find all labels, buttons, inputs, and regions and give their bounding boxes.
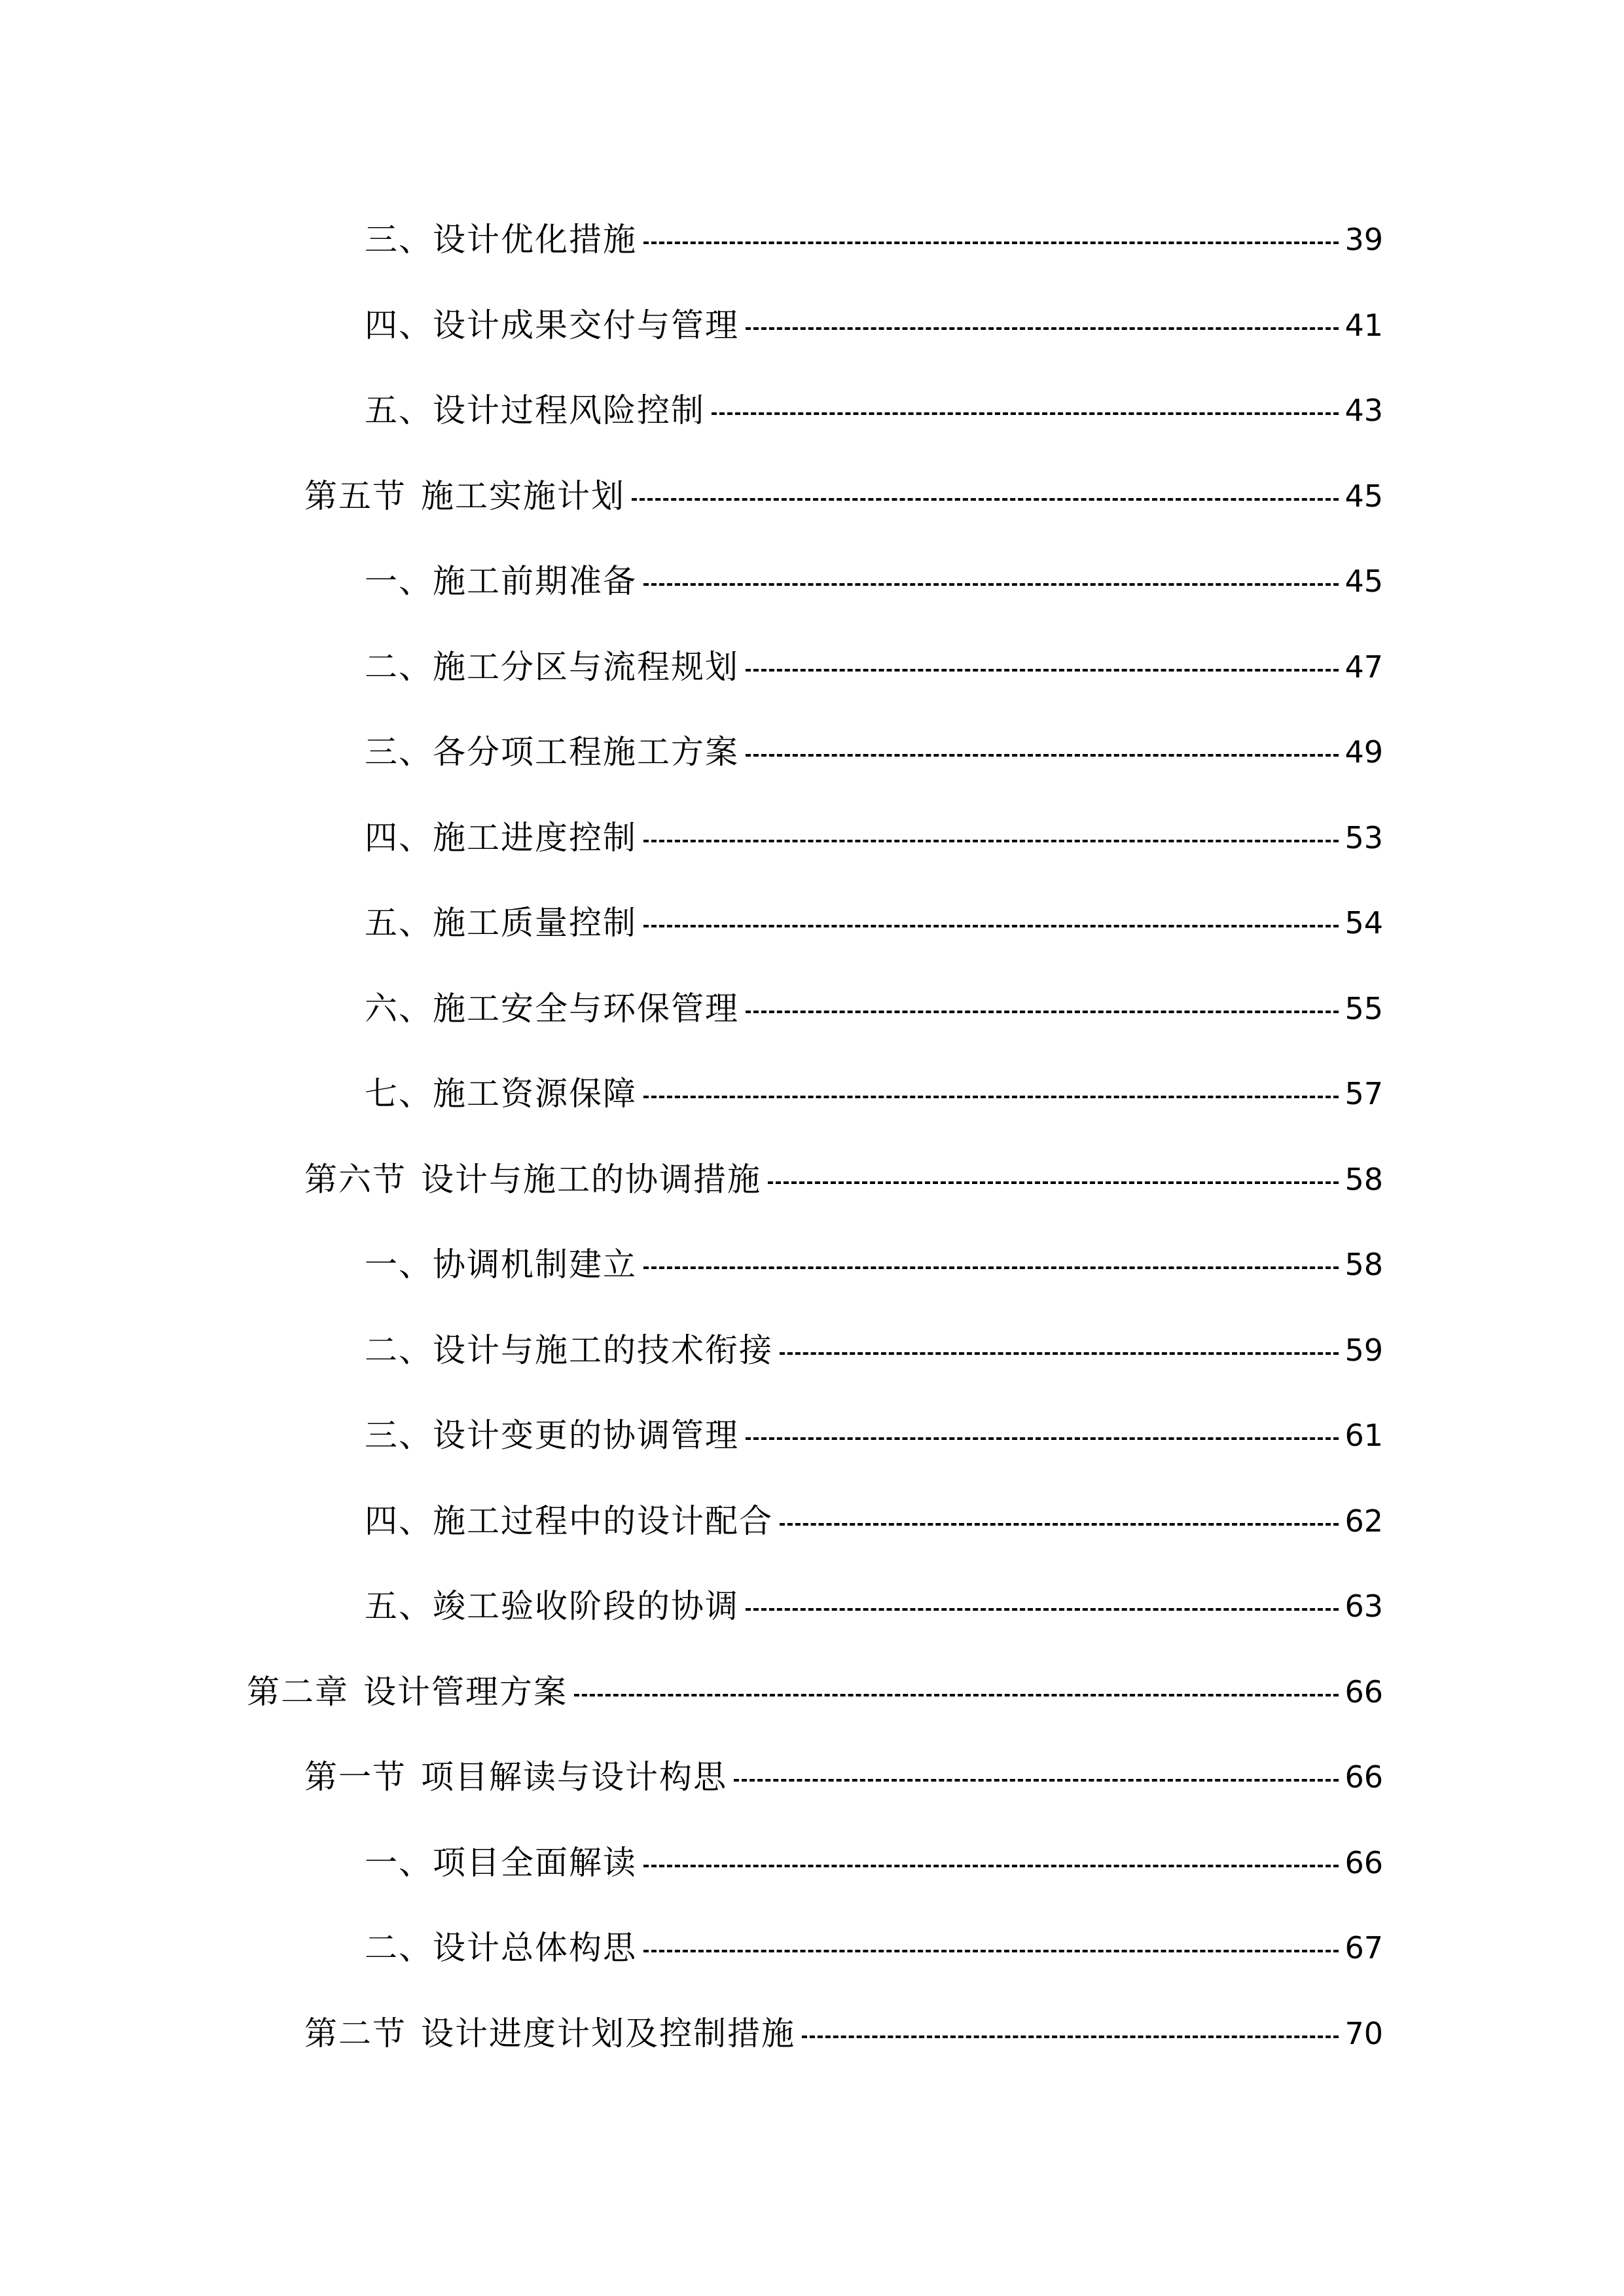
- toc-entry-text: 项目解读与设计构思: [421, 1758, 727, 1796]
- dot-leader: [768, 1153, 1339, 1206]
- dot-leader: [632, 470, 1339, 522]
- toc-entry[interactable]: [365, 1324, 1383, 1376]
- toc-page-number: 47: [1344, 649, 1383, 685]
- toc-page-number: 41: [1344, 308, 1383, 343]
- toc-entry[interactable]: [304, 1153, 1383, 1206]
- toc-entry-title: [365, 897, 637, 949]
- toc-entry-title: [365, 1922, 637, 1974]
- toc-entry-title: [365, 641, 739, 693]
- toc-entry-text: 设计成果交付与管理: [433, 306, 739, 344]
- toc-entry[interactable]: [365, 812, 1383, 864]
- toc-entry-title: [304, 1153, 761, 1206]
- toc-page-number: 53: [1344, 820, 1383, 855]
- toc-entry-title: [304, 1751, 727, 1803]
- toc-entry[interactable]: [365, 641, 1383, 693]
- toc-entry-number: 四、: [365, 306, 433, 344]
- toc-page-number: 70: [1344, 2016, 1383, 2051]
- toc-entry-title: [365, 726, 739, 778]
- toc-entry-title: [365, 1324, 773, 1376]
- toc-entry[interactable]: [365, 299, 1383, 351]
- toc-page-number: 66: [1344, 1845, 1383, 1880]
- toc-entry-text: 施工实施计划: [421, 477, 625, 515]
- toc-entry-number: 五、: [365, 391, 433, 429]
- toc-page-number: 57: [1344, 1076, 1383, 1111]
- dot-leader: [574, 1666, 1339, 1718]
- toc-entry[interactable]: [365, 1067, 1383, 1120]
- toc-entry[interactable]: [365, 1495, 1383, 1547]
- dot-leader: [746, 1580, 1339, 1632]
- toc-entry-text: 施工分区与流程规划: [433, 648, 739, 686]
- toc-page-number: 62: [1344, 1503, 1383, 1539]
- toc-entry-text: 设计与施工的技术衔接: [433, 1331, 773, 1369]
- toc-page-number: 59: [1344, 1333, 1383, 1368]
- toc-entry-text: 施工过程中的设计配合: [433, 1502, 773, 1540]
- toc-entry-text: 设计总体构思: [433, 1929, 637, 1967]
- toc-page-number: 43: [1344, 393, 1383, 428]
- toc-entry-number: 三、: [365, 1416, 433, 1454]
- toc-entry-text: 施工质量控制: [433, 904, 637, 942]
- toc-entry-number: 第二章: [247, 1673, 349, 1711]
- toc-entry-title: [365, 384, 705, 437]
- dot-leader: [746, 299, 1339, 351]
- dot-leader: [746, 641, 1339, 693]
- dot-leader: [712, 384, 1339, 437]
- toc-page-number: 55: [1344, 991, 1383, 1026]
- toc-entry[interactable]: [365, 555, 1383, 607]
- toc-entry-title: [365, 1409, 739, 1462]
- toc-entry[interactable]: [304, 1751, 1383, 1803]
- dot-leader: [643, 555, 1339, 607]
- toc-page-number: 58: [1344, 1247, 1383, 1282]
- toc-entry-text: 设计优化措施: [433, 221, 637, 259]
- toc-entry[interactable]: [304, 2007, 1383, 2060]
- toc-entry-number: 一、: [365, 562, 433, 600]
- toc-entry[interactable]: [365, 213, 1383, 266]
- toc-entry-title: [247, 1666, 568, 1718]
- toc-entry-number: 七、: [365, 1075, 433, 1113]
- toc-entry-number: 六、: [365, 990, 433, 1028]
- toc-entry-number: 四、: [365, 819, 433, 857]
- dot-leader: [746, 982, 1339, 1035]
- toc-entry-number: 四、: [365, 1502, 433, 1540]
- dot-leader: [643, 897, 1339, 949]
- toc-entry-title: [365, 1495, 773, 1547]
- toc-entry-text: 协调机制建立: [433, 1246, 637, 1283]
- toc-page-number: 63: [1344, 1588, 1383, 1624]
- toc-page-number: 58: [1344, 1162, 1383, 1197]
- toc-entry-number: 二、: [365, 1331, 433, 1369]
- toc-entry[interactable]: [365, 726, 1383, 778]
- toc-entry-title: [365, 555, 637, 607]
- toc-entry-title: [365, 1580, 739, 1632]
- toc-entry[interactable]: [304, 470, 1383, 522]
- dot-leader: [780, 1324, 1339, 1376]
- toc-entry-title: [365, 1238, 637, 1291]
- dot-leader: [802, 2007, 1339, 2060]
- toc-entry-number: 第六节: [304, 1160, 406, 1198]
- toc-entry-title: [304, 2007, 795, 2060]
- toc-page-number: 45: [1344, 564, 1383, 599]
- toc-page-number: 45: [1344, 478, 1383, 514]
- dot-leader: [780, 1495, 1339, 1547]
- dot-leader: [746, 726, 1339, 778]
- dot-leader: [643, 1922, 1339, 1974]
- toc-page-number: 61: [1344, 1418, 1383, 1453]
- toc-page-number: 39: [1344, 222, 1383, 257]
- toc-entry-number: 五、: [365, 904, 433, 942]
- dot-leader: [643, 1238, 1339, 1291]
- toc-entry-number: 三、: [365, 221, 433, 259]
- toc-page-number: 67: [1344, 1930, 1383, 1965]
- dot-leader: [734, 1751, 1339, 1803]
- toc-entry-number: 二、: [365, 1929, 433, 1967]
- dot-leader: [643, 213, 1339, 266]
- toc-entry[interactable]: [365, 1837, 1383, 1889]
- toc-entry-text: 施工进度控制: [433, 819, 637, 857]
- toc-entry-text: 施工资源保障: [433, 1075, 637, 1113]
- toc-entry-title: [365, 1067, 637, 1120]
- toc-entry[interactable]: [365, 1922, 1383, 1974]
- toc-entry-text: 竣工验收阶段的协调: [433, 1587, 739, 1625]
- toc-entry-number: 第一节: [304, 1758, 406, 1796]
- toc-entry-text: 设计变更的协调管理: [433, 1416, 739, 1454]
- toc-entry-text: 设计进度计划及控制措施: [421, 2015, 795, 2053]
- toc-entry[interactable]: [247, 1666, 1383, 1718]
- toc-entry[interactable]: [365, 982, 1383, 1035]
- toc-entry-text: 各分项工程施工方案: [433, 733, 739, 771]
- toc-entry[interactable]: [365, 1580, 1383, 1632]
- dot-leader: [746, 1409, 1339, 1462]
- dot-leader: [643, 1837, 1339, 1889]
- dot-leader: [643, 812, 1339, 864]
- toc-entry[interactable]: [365, 897, 1383, 949]
- toc-entry-text: 施工安全与环保管理: [433, 990, 739, 1028]
- toc-page-number: 66: [1344, 1759, 1383, 1795]
- toc-entry[interactable]: [365, 1409, 1383, 1462]
- toc-entry-title: [365, 213, 637, 266]
- toc-entry[interactable]: [365, 1238, 1383, 1291]
- toc-page-number: 54: [1344, 905, 1383, 941]
- toc-entry-number: 一、: [365, 1246, 433, 1283]
- toc-entry-number: 五、: [365, 1587, 433, 1625]
- toc-entry-text: 设计与施工的协调措施: [421, 1160, 761, 1198]
- toc-page-number: 49: [1344, 734, 1383, 770]
- toc-entry-title: [365, 812, 637, 864]
- toc-entry-title: [365, 982, 739, 1035]
- toc-entry-text: 设计过程风险控制: [433, 391, 705, 429]
- toc-entry-title: [365, 1837, 637, 1889]
- toc-entry-number: 二、: [365, 648, 433, 686]
- dot-leader: [643, 1067, 1339, 1120]
- toc-entry-title: [304, 470, 625, 522]
- toc-entry-number: 第二节: [304, 2015, 406, 2053]
- toc-entry-text: 施工前期准备: [433, 562, 637, 600]
- toc-entry-number: 一、: [365, 1844, 433, 1882]
- toc-entry-number: 三、: [365, 733, 433, 771]
- toc-entry-number: 第五节: [304, 477, 406, 515]
- toc-page-number: 66: [1344, 1674, 1383, 1710]
- toc-entry-title: [365, 299, 739, 351]
- toc-entry[interactable]: [365, 384, 1383, 437]
- toc-entry-text: 项目全面解读: [433, 1844, 637, 1882]
- toc-entry-text: 设计管理方案: [363, 1673, 568, 1711]
